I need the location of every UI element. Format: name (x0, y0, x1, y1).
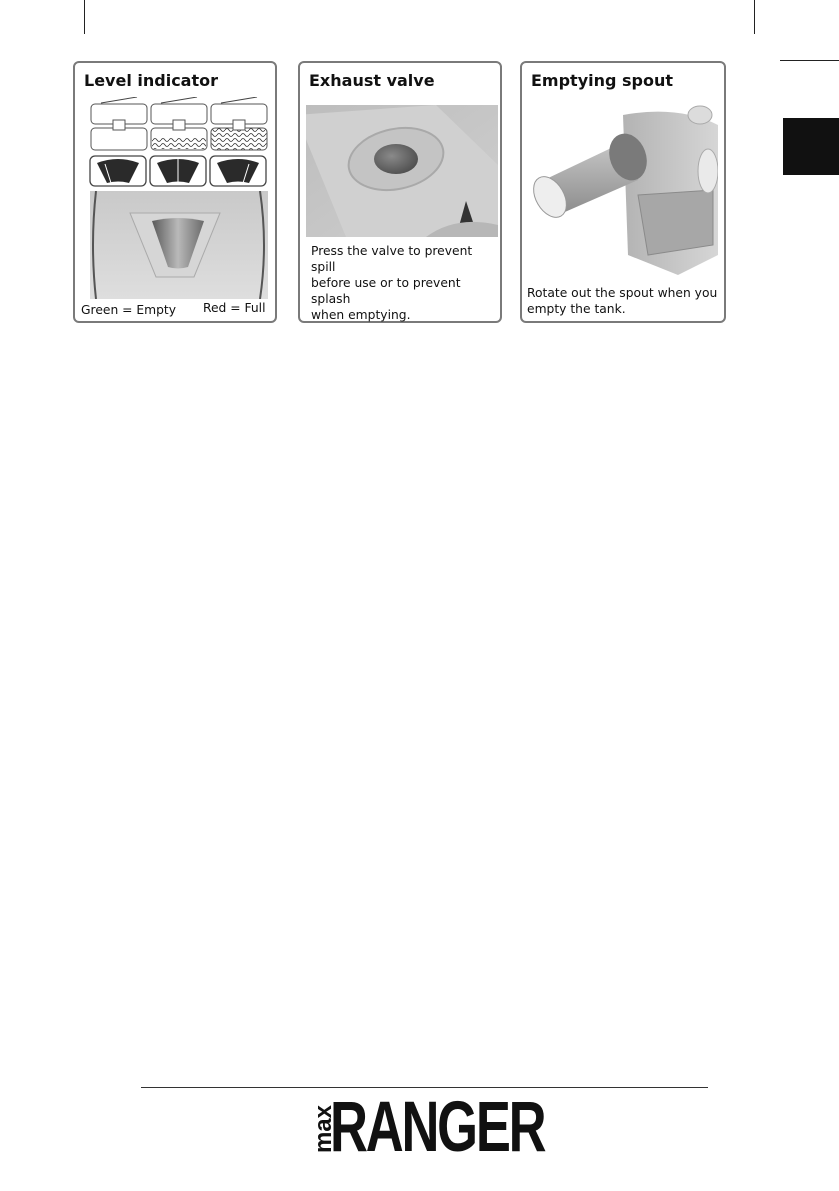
crop-mark (84, 0, 85, 34)
full-label: Red = Full (203, 301, 266, 315)
panel-title: Emptying spout (531, 71, 674, 90)
logo-max-text: max (310, 1104, 337, 1154)
logo-ranger-text: RANGER (330, 1088, 545, 1167)
emptying-spout-panel (520, 61, 726, 323)
empty-label: Green = Empty (81, 303, 177, 317)
spout-caption: Rotate out the spout when you empty the tank. (527, 286, 718, 316)
gauge-icons (89, 155, 269, 187)
emptying-spout-photo (528, 105, 718, 283)
level-indicator-photo (90, 191, 268, 299)
level-indicator-panel (73, 61, 277, 323)
section-tab (783, 118, 839, 175)
tank-empty-icon (91, 97, 147, 150)
crop-mark (754, 0, 755, 34)
tank-full-icon (211, 97, 267, 150)
crop-mark (780, 60, 839, 61)
exhaust-valve-panel (298, 61, 502, 323)
panel-title: Exhaust valve (309, 71, 435, 90)
tank-half-icon (151, 97, 207, 150)
exhaust-valve-photo (306, 105, 498, 237)
valve-caption: Press the valve to prevent spill before use or to prevent splash when emptying. (311, 244, 473, 322)
tank-level-diagrams (89, 97, 269, 157)
panel-title: Level indicator (84, 71, 219, 90)
brand-logo (300, 1088, 545, 1167)
